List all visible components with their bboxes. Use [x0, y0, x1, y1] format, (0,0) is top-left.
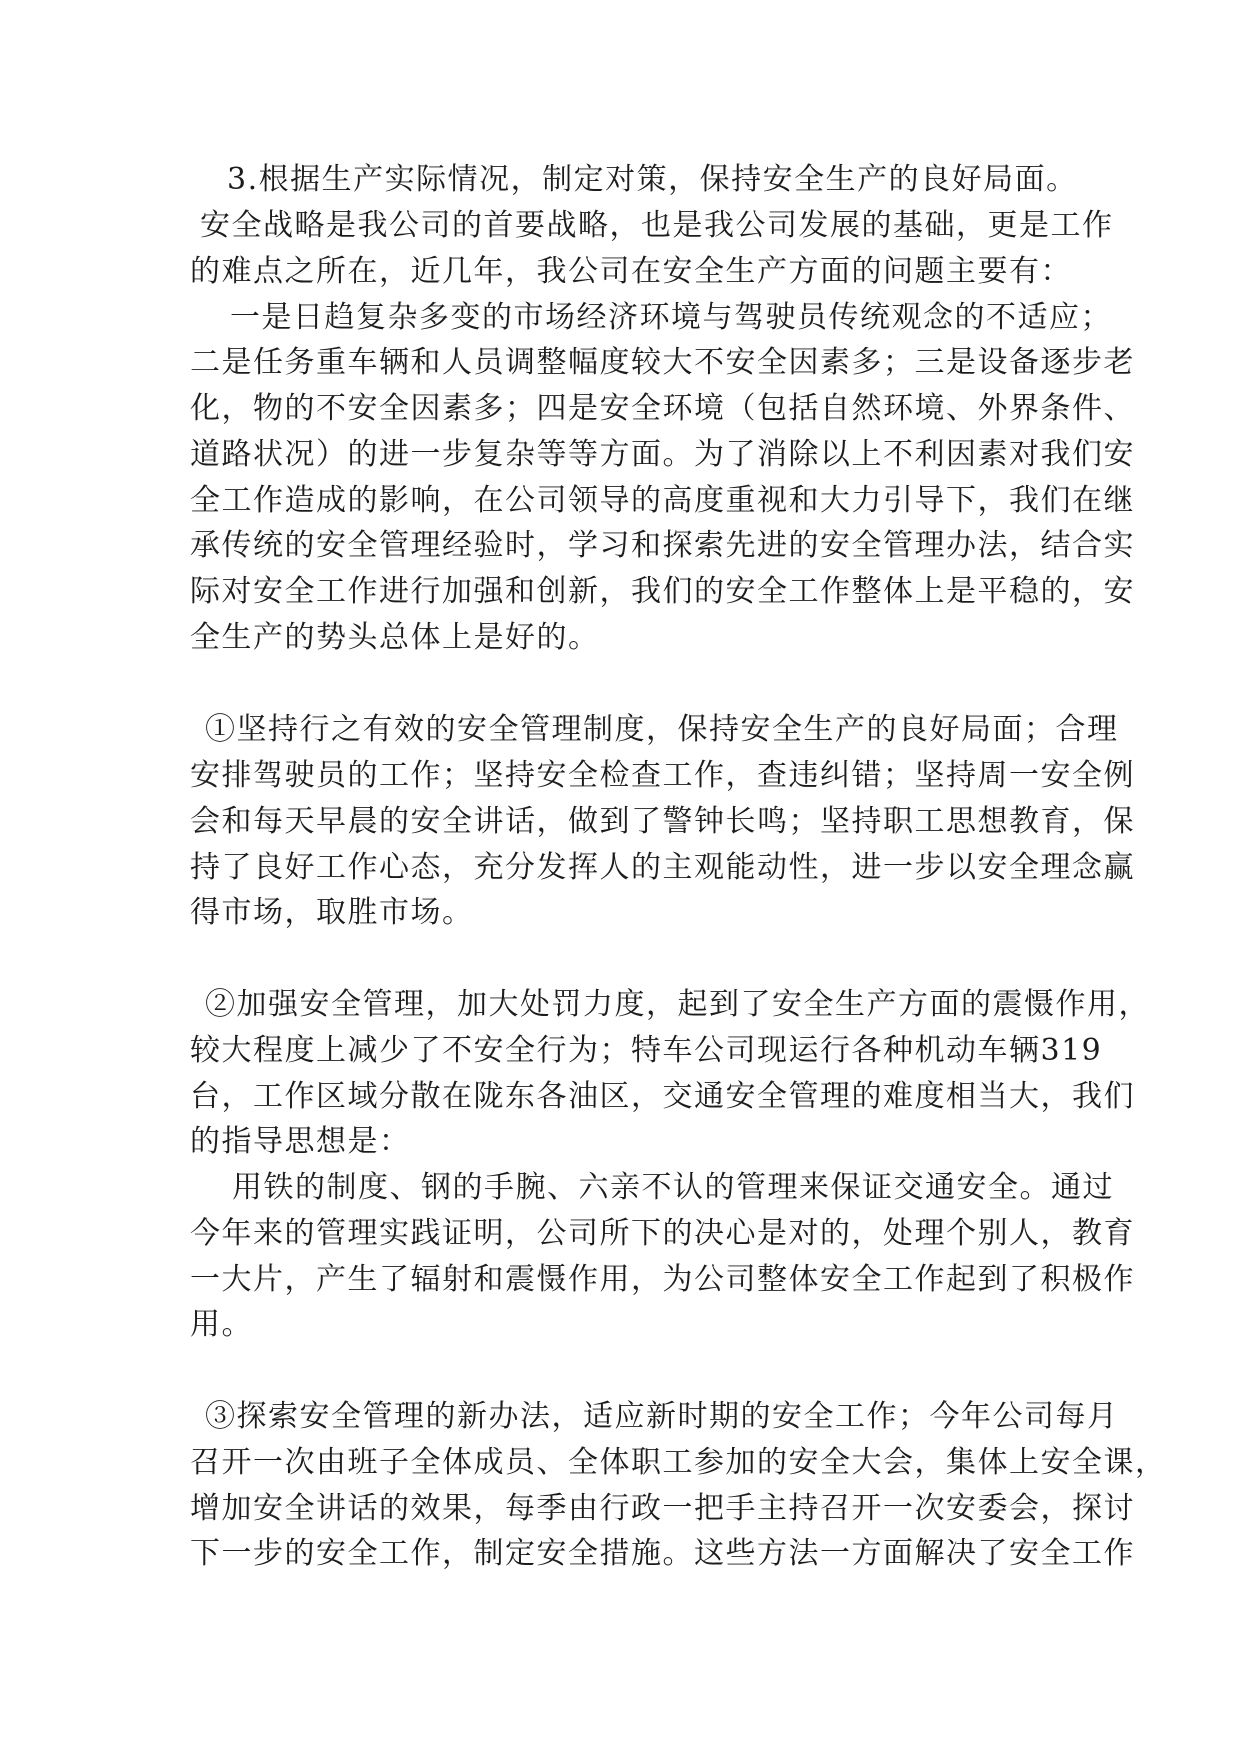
text-line: ③探索安全管理的新办法，适应新时期的安全工作；今年公司每月: [205, 1399, 1119, 1434]
text-line: ②加强安全管理，加大处罚力度，起到了安全生产方面的震慑作用，: [205, 987, 1150, 1022]
text-line: 一是日趋复杂多变的市场经济环境与驾驶员传统观念的不适应；: [230, 300, 1112, 335]
text-line: 得市场，取胜市场。: [190, 895, 474, 930]
text-line: 会和每天早晨的安全讲话，做到了警钟长鸣；坚持职工思想教育，保: [190, 804, 1135, 839]
text-line: ①坚持行之有效的安全管理制度，保持安全生产的良好局面；合理: [205, 712, 1119, 747]
text-line: 的指导思想是：: [190, 1124, 411, 1159]
text-line: 用。: [190, 1307, 253, 1342]
text-line: 的难点之所在，近几年，我公司在安全生产方面的问题主要有：: [190, 254, 1072, 289]
text-line: 承传统的安全管理经验时，学习和探索先进的安全管理办法，结合实: [190, 528, 1135, 563]
text-line: 下一步的安全工作，制定安全措施。这些方法一方面解决了安全工作: [190, 1536, 1135, 1571]
text-line: 化，物的不安全因素多；四是安全环境（包括自然环境、外界条件、: [190, 391, 1135, 426]
text-line: 今年来的管理实践证明，公司所下的决心是对的，处理个别人，教育: [190, 1216, 1135, 1251]
text-line: 持了良好工作心态，充分发挥人的主观能动性，进一步以安全理念赢: [190, 850, 1135, 885]
text-line: 用铁的制度、钢的手腕、六亲不认的管理来保证交通安全。通过: [232, 1170, 1114, 1205]
text-line: 安排驾驶员的工作；坚持安全检查工作，查违纠错；坚持周一安全例: [190, 758, 1135, 793]
text-line: 际对安全工作进行加强和创新，我们的安全工作整体上是平稳的，安: [190, 574, 1135, 609]
text-line: 一大片，产生了辐射和震慑作用，为公司整体安全工作起到了积极作: [190, 1262, 1135, 1297]
text-line: 台，工作区域分散在陇东各油区，交通安全管理的难度相当大，我们: [190, 1079, 1135, 1114]
text-line: 较大程度上减少了不安全行为；特车公司现运行各种机动车辆319: [190, 1033, 1103, 1068]
text-line: 全生产的势头总体上是好的。: [190, 620, 600, 655]
text-line: 3.根据生产实际情况，制定对策，保持安全生产的良好局面。: [227, 162, 1078, 197]
text-line: 安全战略是我公司的首要战略，也是我公司发展的基础，更是工作: [200, 208, 1114, 243]
text-line: 道路状况）的进一步复杂等等方面。为了消除以上不利因素对我们安: [190, 437, 1135, 472]
text-line: 召开一次由班子全体成员、全体职工参加的安全大会，集体上安全课，: [190, 1445, 1167, 1480]
text-line: 二是任务重车辆和人员调整幅度较大不安全因素多；三是设备逐步老: [190, 345, 1135, 380]
text-line: 全工作造成的影响，在公司领导的高度重视和大力引导下，我们在继: [190, 483, 1135, 518]
text-line: 增加安全讲话的效果，每季由行政一把手主持召开一次安委会，探讨: [190, 1491, 1135, 1526]
